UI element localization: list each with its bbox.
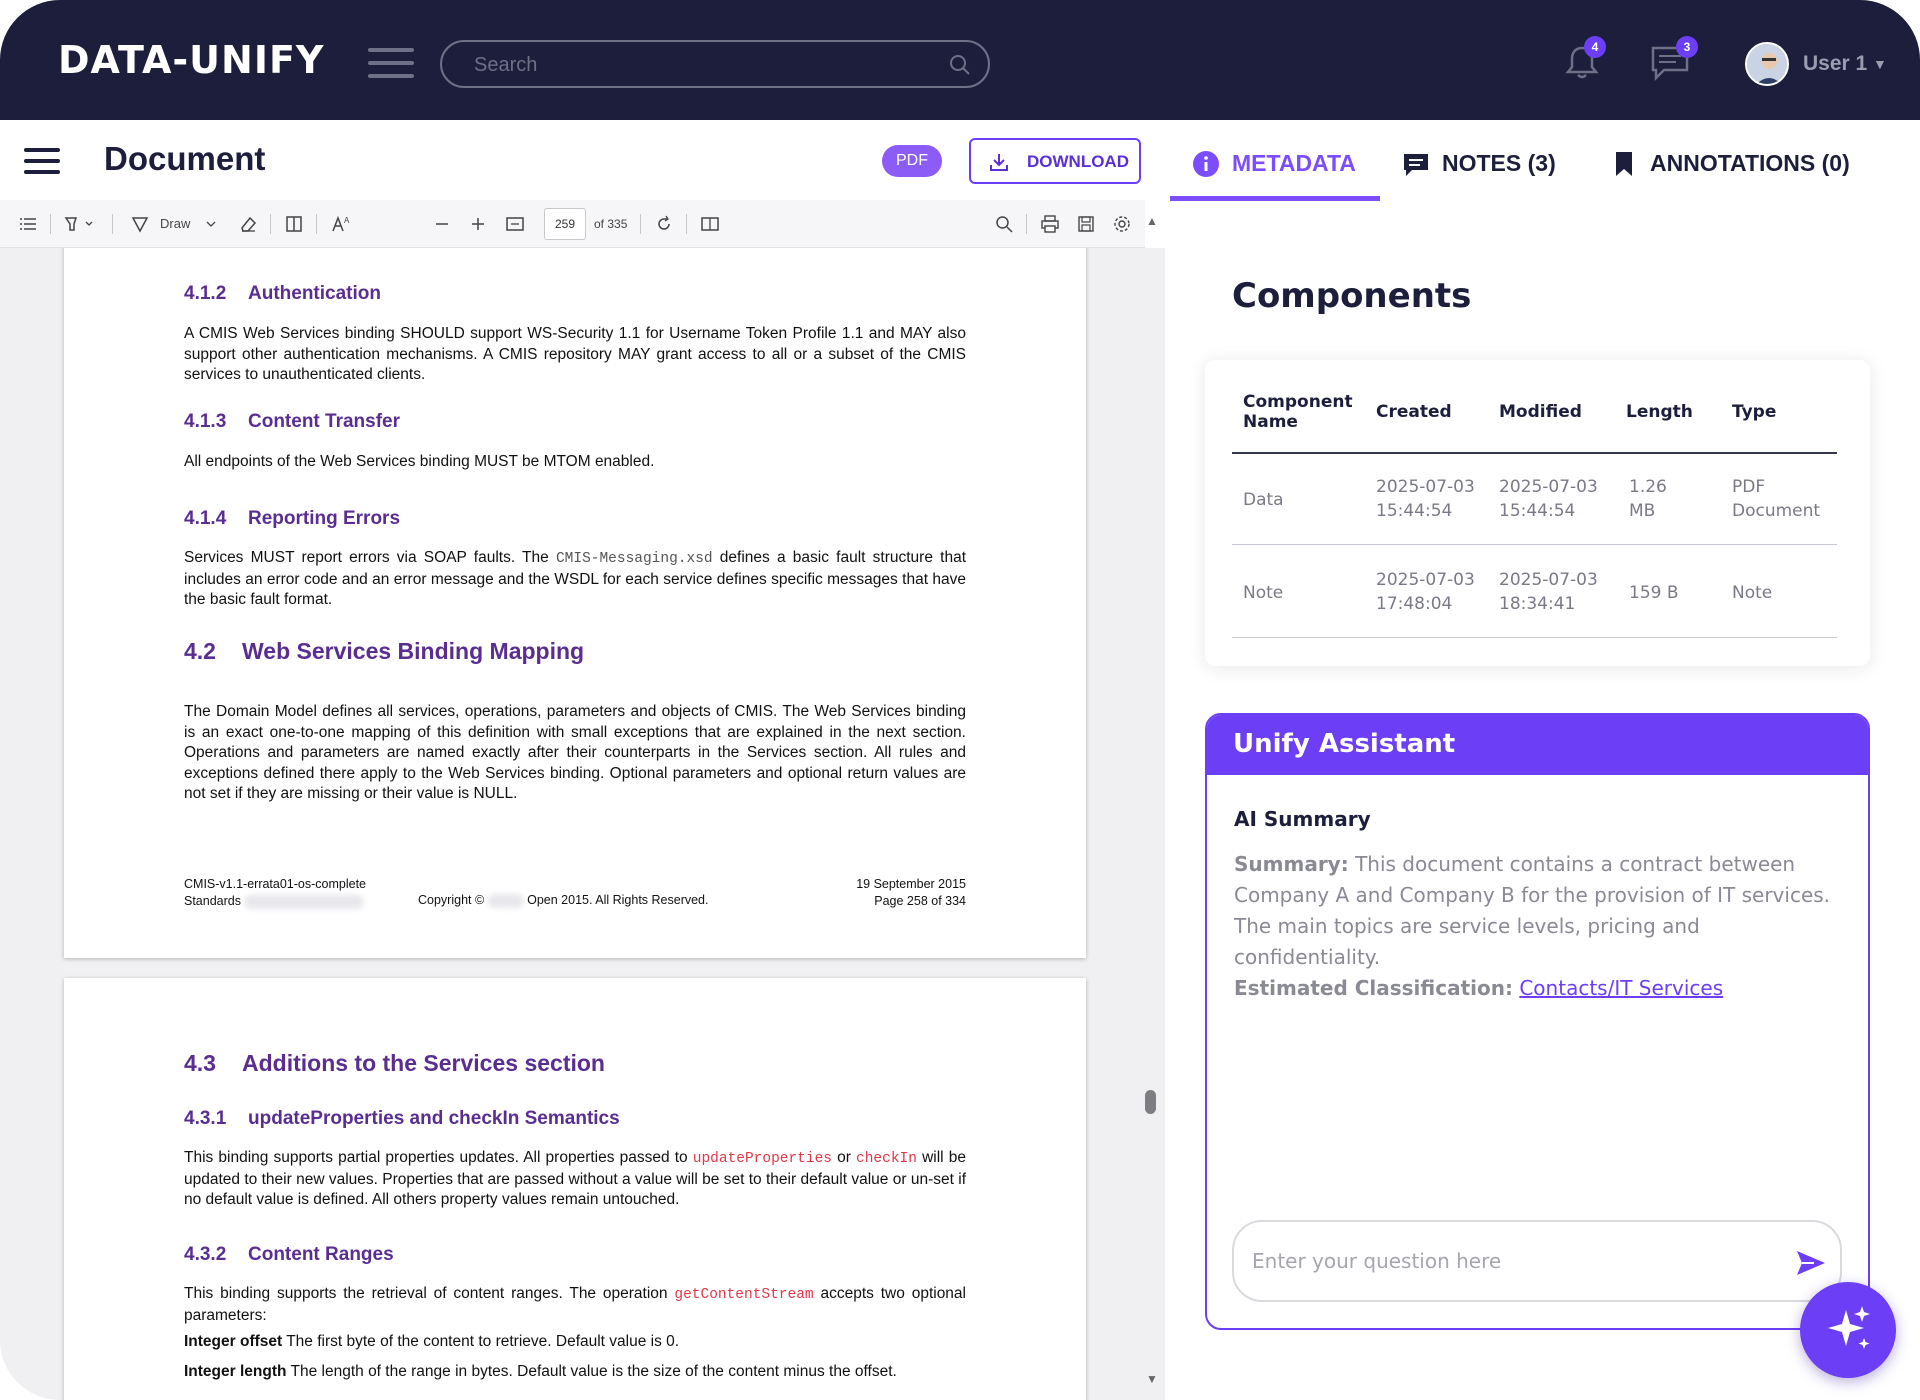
column-header: Type (1732, 402, 1777, 422)
search-input[interactable] (474, 50, 934, 80)
settings-icon[interactable] (1112, 214, 1132, 234)
zoom-out-icon[interactable] (432, 214, 452, 234)
section-text: A CMIS Web Services binding SHOULD support WS-Security 1.1 for Username Token Profile 1.1 and MAY also support other authentication mechanisms. A CMIS repository MAY grant access to all or a subset of the CMIS services to unauthenticated clients. (184, 325, 966, 383)
assistant-fab-button[interactable] (1800, 1282, 1896, 1378)
comment-icon (1402, 150, 1430, 178)
download-label: DOWNLOAD (1027, 152, 1129, 171)
page-footer-right: 19 September 2015 Page 258 of 334 (856, 877, 966, 908)
text-box-icon[interactable] (284, 214, 304, 234)
message-count-badge: 3 (1676, 36, 1698, 58)
search-icon[interactable] (994, 214, 1014, 234)
created-cell: 2025-07-03 15:44:54 (1376, 477, 1475, 521)
row-divider (1232, 544, 1837, 545)
notifications-button[interactable] (1560, 40, 1604, 84)
section-heading: 4.2 Web Services Binding Mapping (184, 638, 585, 664)
column-header: Created (1376, 402, 1452, 422)
scroll-up-arrow[interactable]: ▲ (1146, 214, 1158, 228)
classification-link[interactable]: Contacts/IT Services (1519, 976, 1724, 1000)
page-footer-copyright: Copyright © Open 2015. All Rights Reserved. (418, 893, 709, 907)
question-input[interactable] (1252, 1244, 1752, 1278)
page-number-input[interactable] (544, 208, 586, 240)
save-icon[interactable] (1076, 214, 1096, 234)
download-button[interactable] (969, 138, 1141, 184)
assistant-header (1207, 715, 1870, 775)
section-heading: 4.1.4 Reporting Errors (184, 508, 401, 529)
rotate-icon[interactable] (654, 214, 674, 234)
draw-label[interactable]: Draw (160, 216, 191, 231)
print-icon[interactable] (1040, 214, 1060, 234)
bookmark-icon (1610, 150, 1638, 178)
tab-notes[interactable] (1402, 140, 1556, 202)
search-bar[interactable] (440, 40, 990, 88)
tab-annotations[interactable] (1610, 140, 1850, 202)
chevron-down-icon[interactable]: ▼ (1873, 56, 1887, 72)
components-table: Component Name Created Modified Length Type Data 2025-07-03 15:44:54 2025-07-03 15:44:54 1.26 MB PDF Document Note 2025-07-03 17:48:04 2025-07-03 18:34:41 159 B Note (1205, 360, 1870, 666)
section-heading: 4.3.2 Content Ranges (184, 1244, 394, 1265)
document-menu-icon[interactable] (24, 148, 60, 174)
assistant-title: Unify Assistant (1233, 729, 1456, 759)
top-navbar (0, 0, 1920, 120)
zoom-in-icon[interactable] (468, 214, 488, 234)
tab-label: NOTES (3) (1442, 150, 1556, 176)
notification-count-badge: 4 (1584, 36, 1606, 58)
section-text: This binding supports the retrieval of content ranges. The operation getContentStream accepts two optional parameters: (184, 1285, 966, 1324)
header-divider (1232, 452, 1837, 454)
tab-label: METADATA (1232, 150, 1356, 176)
section-heading: 4.1.3 Content Transfer (184, 411, 401, 432)
active-tab-indicator (1170, 196, 1380, 201)
svg-text:A: A (344, 216, 350, 225)
section-heading: 4.1.2 Authentication (184, 283, 381, 304)
pdf-viewer[interactable] (0, 248, 1165, 1400)
scrollbar-thumb[interactable] (1145, 1090, 1156, 1114)
avatar[interactable] (1745, 42, 1789, 86)
eraser-icon[interactable] (238, 214, 258, 234)
search-icon[interactable] (948, 53, 972, 77)
font-size-icon[interactable] (330, 214, 352, 234)
section-text: The Domain Model defines all services, operations, parameters and objects of CMIS. The Web Services binding is an exact one-to-one mapping of this definition with small exceptions that are explained in the next section. Operations and parameters are named exactly after their counterparts in the Services section. All rules and exceptions defined there apply to the Web Services binding. Optional parameters and optional return values are not set if they are missing or their value is NULL. (184, 703, 966, 802)
sparkle-icon (1818, 1300, 1878, 1360)
messages-button[interactable] (1648, 40, 1692, 84)
send-icon[interactable] (1794, 1246, 1828, 1280)
modified-cell: 2025-07-03 18:34:41 (1499, 570, 1598, 614)
pdf-page (64, 248, 1086, 958)
draw-icon[interactable] (130, 214, 150, 234)
question-box[interactable] (1232, 1220, 1842, 1302)
book-view-icon[interactable] (700, 214, 720, 234)
column-header: Length (1626, 402, 1693, 422)
page-total: of 335 (594, 217, 628, 231)
parameter-item: Integer offset The first byte of the content to retrieve. Default value is 0. (184, 1333, 680, 1350)
page-footer-left: CMIS-v1.1-errata01-os-complete Standards (184, 877, 367, 908)
section-text: This binding supports partial properties updates. All properties passed to updateProperties or checkIn will be updated to their new values. Properties that are passed without a value will be set to their default value or un-set if no default value is defined. All others property values remain untouched. (184, 1149, 966, 1208)
ai-summary-heading: AI Summary (1234, 807, 1371, 831)
user-name[interactable]: User 1 (1803, 52, 1868, 75)
info-icon (1192, 150, 1220, 178)
nav-menu-icon[interactable] (368, 48, 414, 78)
outline-icon[interactable] (18, 214, 38, 234)
scroll-down-arrow[interactable]: ▼ (1146, 1372, 1158, 1386)
pdf-page (64, 978, 1086, 1400)
fit-page-icon[interactable] (505, 214, 525, 234)
column-header: Component Name (1243, 392, 1353, 432)
pdf-toolbar (0, 200, 1145, 248)
chevron-down-icon[interactable] (204, 214, 218, 234)
column-header: Modified (1499, 402, 1582, 422)
page-title: Document (104, 140, 266, 177)
ai-summary-text: Summary: This document contains a contract between Company A and Company B for the provision of IT services. The main topics are service levels, pricing and confidentiality. Estimated Classification: Contacts/IT Services (1234, 852, 1831, 1000)
highlight-icon[interactable] (62, 214, 96, 234)
section-text: All endpoints of the Web Services binding MUST be MTOM enabled. (184, 453, 655, 470)
download-icon (989, 152, 1009, 172)
format-badge: PDF (882, 145, 942, 177)
section-heading: 4.3 Additions to the Services section (184, 1050, 605, 1076)
metadata-tabs (1170, 140, 1920, 202)
app-logo[interactable]: DATA-UNIFY (58, 38, 325, 82)
row-divider (1232, 637, 1837, 638)
length-cell: 159 B (1629, 583, 1679, 603)
type-cell: Note (1732, 583, 1773, 603)
tab-label: ANNOTATIONS (0) (1650, 150, 1850, 176)
tab-metadata[interactable] (1192, 140, 1356, 202)
type-cell: PDF Document (1732, 477, 1821, 521)
created-cell: 2025-07-03 17:48:04 (1376, 570, 1475, 614)
section-heading: 4.3.1 updateProperties and checkIn Semantics (184, 1108, 620, 1129)
modified-cell: 2025-07-03 15:44:54 (1499, 477, 1598, 521)
unify-assistant-panel (1205, 713, 1870, 1330)
length-cell: 1.26 MB (1629, 477, 1667, 521)
components-heading: Components (1232, 276, 1472, 316)
section-text: Services MUST report errors via SOAP faults. The CMIS-Messaging.xsd defines a basic fault structure that includes an error code and an error message and the WSDL for each service defines specific messages that have the basic fault format. (184, 549, 966, 608)
parameter-item: Integer length The length of the range in bytes. Default value is the size of the content minus the offset. (184, 1363, 897, 1380)
